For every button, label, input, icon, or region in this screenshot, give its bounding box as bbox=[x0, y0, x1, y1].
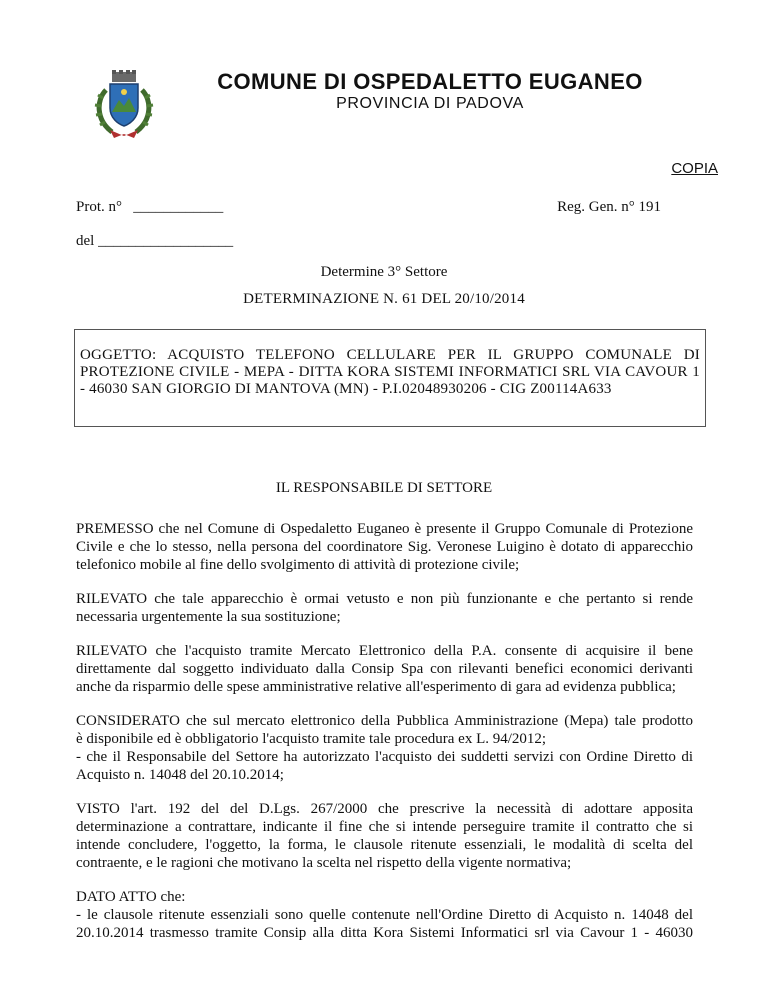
document-body bbox=[76, 520, 693, 958]
text-line: direttamente dal soggetto individuato dalla Consip Spa con rilevanti benefici economici derivanti bbox=[76, 661, 693, 677]
text-line: intende concludere, l'oggetto, la forma, le clausole ritenute essenziali, le modalità di scelta del bbox=[76, 837, 693, 853]
date-label: del bbox=[76, 233, 95, 249]
subject-box bbox=[74, 329, 706, 427]
protocol-blank: ____________ bbox=[133, 199, 224, 215]
paragraph-considerato bbox=[76, 712, 693, 784]
text-line: - che il Responsabile del Settore ha autorizzato l'acquisto dei suddetti servizi con Ordine Diretto di bbox=[76, 749, 693, 765]
general-register-number: Reg. Gen. n° 191 bbox=[557, 199, 661, 215]
subject-text: OGGETTO: ACQUISTO TELEFONO CELLULARE PER IL GRUPPO COMUNALE DI PROTEZIONE CIVILE - MEPA - DITTA KORA SISTEMI INFORMATICI SRL VIA CAVOUR 1 - 46030 SAN GIORGIO DI MANTOVA (MN) - P.I.02048930206 - CIG Z00114A633 bbox=[80, 347, 700, 397]
text-line: necessaria urgentemente la sua sostituzione; bbox=[76, 609, 341, 625]
text-line: CONSIDERATO che sul mercato elettronico della Pubblica Amministrazione (Mepa) tale prodotto bbox=[76, 713, 693, 729]
protocol-number bbox=[76, 199, 223, 216]
text-line: PREMESSO che nel Comune di Ospedaletto Euganeo è presente il Gruppo Comunale di Protezione bbox=[76, 521, 693, 537]
text-line: Civile e che lo stesso, nella persona del coordinatore Sig. Veronese Luigino è dotato di apparecchio bbox=[76, 539, 693, 555]
paragraph-visto bbox=[76, 800, 693, 872]
paragraph-dato-atto bbox=[76, 888, 693, 942]
text-line: determinazione a contrattare, indicante il fine che si intende perseguire tramite il contratto che si bbox=[76, 819, 693, 835]
responsible-heading: IL RESPONSABILE DI SETTORE bbox=[275, 480, 493, 496]
protocol-label: Prot. n° bbox=[76, 199, 123, 215]
text-line: Acquisto n. 14048 del 20.10.2014; bbox=[76, 767, 284, 783]
text-line: contraente, e le ragioni che motivano la scelta nel rispetto della vigente normativa; bbox=[76, 855, 572, 871]
paragraph-premesso bbox=[76, 520, 693, 574]
sector-label: Determine 3° Settore bbox=[320, 264, 448, 280]
date-blank: __________________ bbox=[98, 233, 234, 249]
text-line: RILEVATO che tale apparecchio è ormai vetusto e non più funzionante e che pertanto si rende bbox=[76, 591, 693, 607]
text-line: - le clausole ritenute essenziali sono quelle contenute nell'Ordine Diretto di Acquisto n. 14048 del bbox=[76, 907, 693, 923]
copy-label: COPIA bbox=[671, 160, 718, 177]
text-line: anche da risparmio delle spese amministrative relative all'esperimento di gara ad evidenza pubblica; bbox=[76, 679, 676, 695]
text-line: 20.10.2014 trasmesso tramite Consip alla ditta Kora Sistemi Informatici srl via Cavour 1 - 46030 bbox=[76, 925, 693, 941]
text-line: è disponibile ed è obbligatorio l'acquisto tramite tale procedura ex L. 94/2012; bbox=[76, 731, 547, 747]
text-line: telefonico mobile al fine dello svolgimento di attività di protezione civile; bbox=[76, 557, 520, 573]
paragraph-rilevato-2 bbox=[76, 642, 693, 696]
municipality-name: COMUNE DI OSPEDALETTO EUGANEO bbox=[217, 69, 643, 94]
paragraph-rilevato-1 bbox=[76, 590, 693, 626]
determination-title: DETERMINAZIONE N. 61 DEL 20/10/2014 bbox=[243, 291, 525, 307]
province-name: PROVINCIA DI PADOVA bbox=[336, 95, 524, 112]
text-line: VISTO l'art. 192 del del D.Lgs. 267/2000 che prescrive la necessità di adottare apposita bbox=[76, 801, 693, 817]
protocol-date bbox=[76, 233, 233, 250]
text-line: DATO ATTO che: bbox=[76, 889, 186, 905]
text-line: RILEVATO che l'acquisto tramite Mercato Elettronico della P.A. consente di acquisire il bene bbox=[76, 643, 693, 659]
